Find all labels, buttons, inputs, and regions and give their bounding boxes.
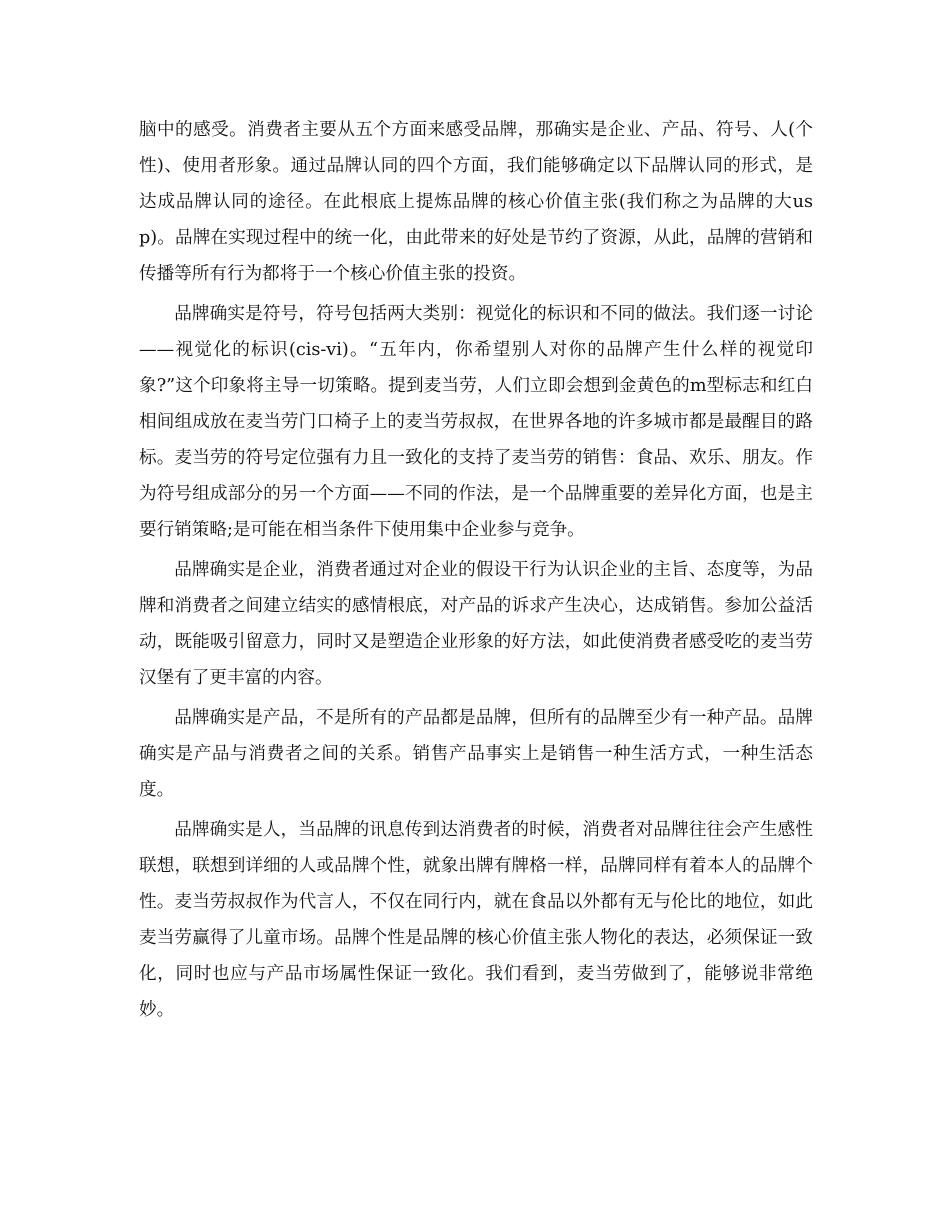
paragraph-5: 品牌确实是人，当品牌的讯息传到达消费者的时候，消费者对品牌往往会产生感性联想，联想到详细的人或品牌个性，就象出牌有牌格一样，品牌同样有着本人的品牌个性。麦当劳叔叔作为代言人，不仅在同行内，就在食品以外都有无与伦比的地位，如此麦当劳赢得了儿童市场。品牌个性是品牌的核心价值主张人物化的表达，必须保证一致化，同时也应与产品市场属性保证一致化。我们看到，麦当劳做到了，能够说非常绝妙。 <box>139 820 813 1020</box>
paragraph-1: 脑中的感受。消费者主要从五个方面来感受品牌，那确实是企业、产品、符号、人(个性)、使用者形象。通过品牌认同的四个方面，我们能够确定以下品牌认同的形式，是达成品牌认同的途径。在此根底上提炼品牌的核心价值主张(我们称之为品牌的大usp)。品牌在实现过程中的统一化，由此带来的好处是节约了资源，从此，品牌的营销和传播等所有行为都将于一个核心价值主张的投资。 <box>139 120 813 284</box>
paragraph-2: 品牌确实是符号，符号包括两大类别：视觉化的标识和不同的做法。我们逐一讨论——视觉化的标识(cis-vi)。“五年内，你希望别人对你的品牌产生什么样的视觉印象?”这个印象将主导一切策略。提到麦当劳，人们立即会想到金黄色的m型标志和红白相间组成放在麦当劳门口椅子上的麦当劳叔叔，在世界各地的许多城市都是最醒目的路标。麦当劳的符号定位强有力且一致化的支持了麦当劳的销售：食品、欢乐、朋友。作为符号组成部分的另一个方面——不同的作法，是一个品牌重要的差异化方面，也是主要行销策略;是可能在相当条件下使用集中企业参与竞争。 <box>139 304 813 540</box>
paragraph-4: 品牌确实是产品，不是所有的产品都是品牌，但所有的品牌至少有一种产品。品牌确实是产品与消费者之间的关系。销售产品事实上是销售一种生活方式，一种生活态度。 <box>139 708 813 800</box>
paragraph-3: 品牌确实是企业，消费者通过对企业的假设干行为认识企业的主旨、态度等，为品牌和消费者之间建立结实的感情根底，对产品的诉求产生决心，达成销售。参加公益活动，既能吸引留意力，同时又是塑造企业形象的好方法，如此使消费者感受吃的麦当劳汉堡有了更丰富的内容。 <box>139 560 813 688</box>
document-body <box>139 112 813 1032</box>
